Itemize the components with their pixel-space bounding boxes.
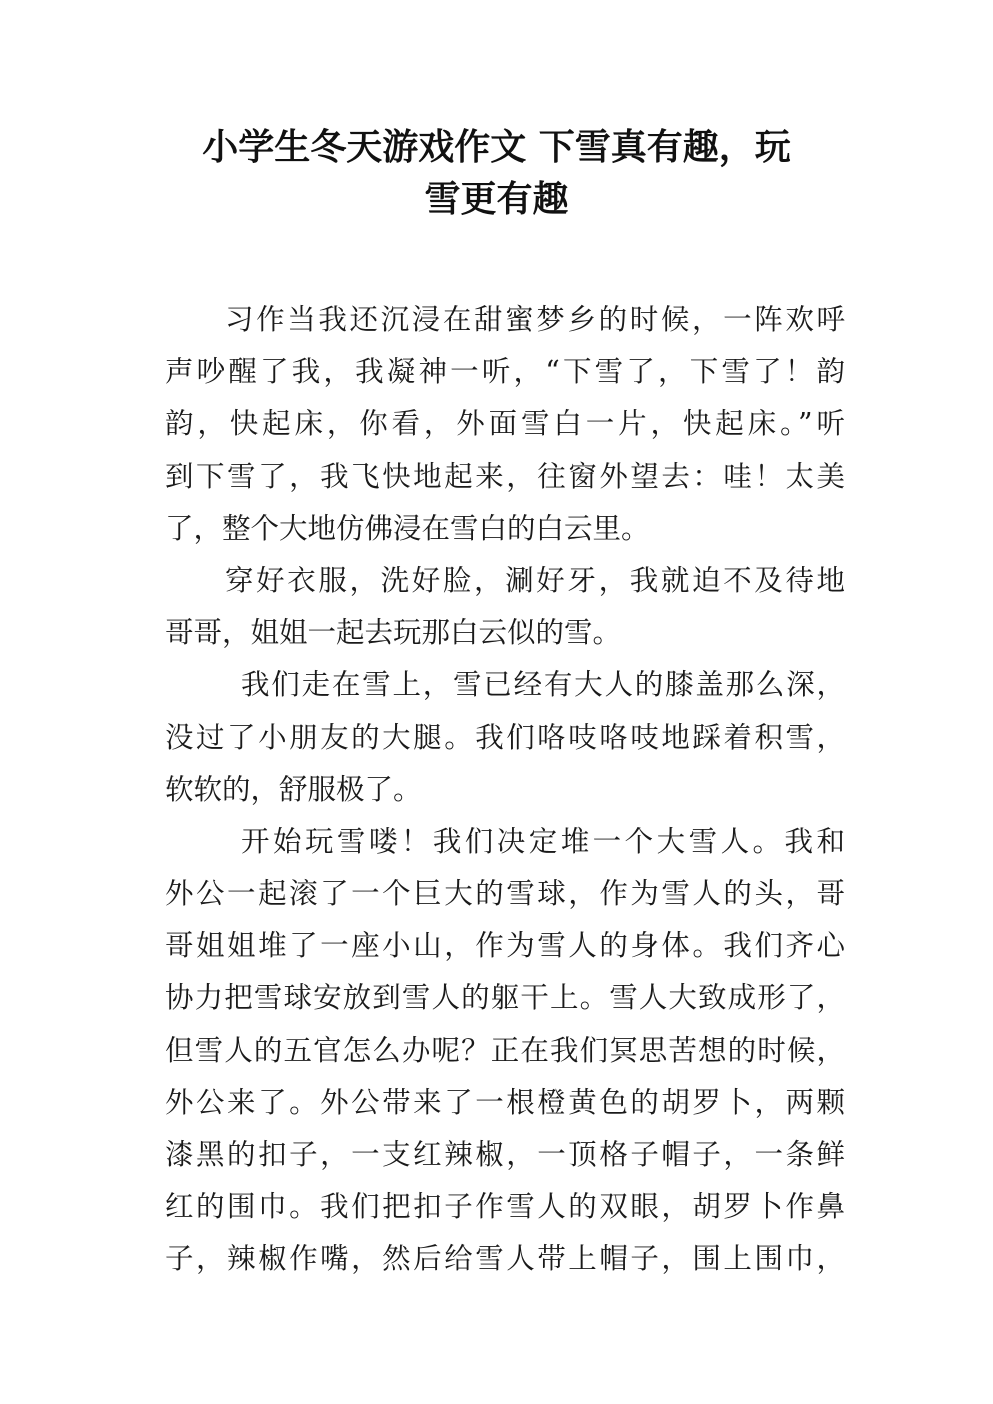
text-line: 漆黑的扣子，一支红辣椒，一顶格子帽子，一条鲜: [165, 1138, 845, 1171]
text-line: 穿好衣服，洗好脸，涮好牙，我就迫不及待地: [225, 563, 845, 597]
text-line: 声吵醒了我，我凝神一听，“下雪了，下雪了！韵: [165, 355, 845, 389]
text-line: 但雪人的五官怎么办呢？正在我们冥思苦想的时候，: [165, 1033, 845, 1067]
text-line: 子，辣椒作嘴，然后给雪人带上帽子，围上围巾，: [165, 1242, 845, 1276]
text-line: 哥姐姐堆了一座小山，作为雪人的身体。我们齐心: [165, 929, 845, 963]
document-body: [165, 294, 845, 1286]
text-line: 红的围巾。我们把扣子作雪人的双眼，胡罗卜作鼻: [165, 1190, 845, 1224]
title-line-2: 雪更有趣: [424, 179, 569, 220]
text-line: 我们走在雪上，雪已经有大人的膝盖那么深，: [241, 668, 845, 702]
paragraph-2: [165, 555, 845, 659]
text-line: 了，整个大地仿佛浸在雪白的白云里。: [165, 511, 650, 545]
text-line: 外公一起滚了一个巨大的雪球，作为雪人的头，哥: [165, 877, 845, 911]
text-line: 没过了小朋友的大腿。我们咯吱咯吱地踩着积雪，: [165, 720, 845, 754]
paragraph-4: [165, 816, 845, 1286]
text-line: 到下雪了，我飞快地起来，往窗外望去：哇！太美: [165, 459, 845, 493]
text-line: 协力把雪球安放到雪人的躯干上。雪人大致成形了，: [165, 981, 845, 1015]
paragraph-1: [165, 294, 845, 555]
title-line-1: 小学生冬天游戏作文 下雪真有趣，玩: [202, 127, 791, 168]
paragraph-3: [165, 659, 845, 816]
text-line: 外公来了。外公带来了一根橙黄色的胡罗卜，两颗: [165, 1085, 845, 1119]
text-line: 软软的，舒服极了。: [165, 772, 422, 806]
text-line: 哥哥，姐姐一起去玩那白云似的雪。: [165, 616, 622, 650]
document-title: [150, 122, 843, 226]
text-line: 习作当我还沉浸在甜蜜梦乡的时候，一阵欢呼: [225, 303, 845, 336]
text-line: 韵，快起床，你看，外面雪白一片，快起床。”听: [165, 407, 845, 441]
text-line: 开始玩雪喽！我们决定堆一个大雪人。我和: [241, 824, 845, 858]
